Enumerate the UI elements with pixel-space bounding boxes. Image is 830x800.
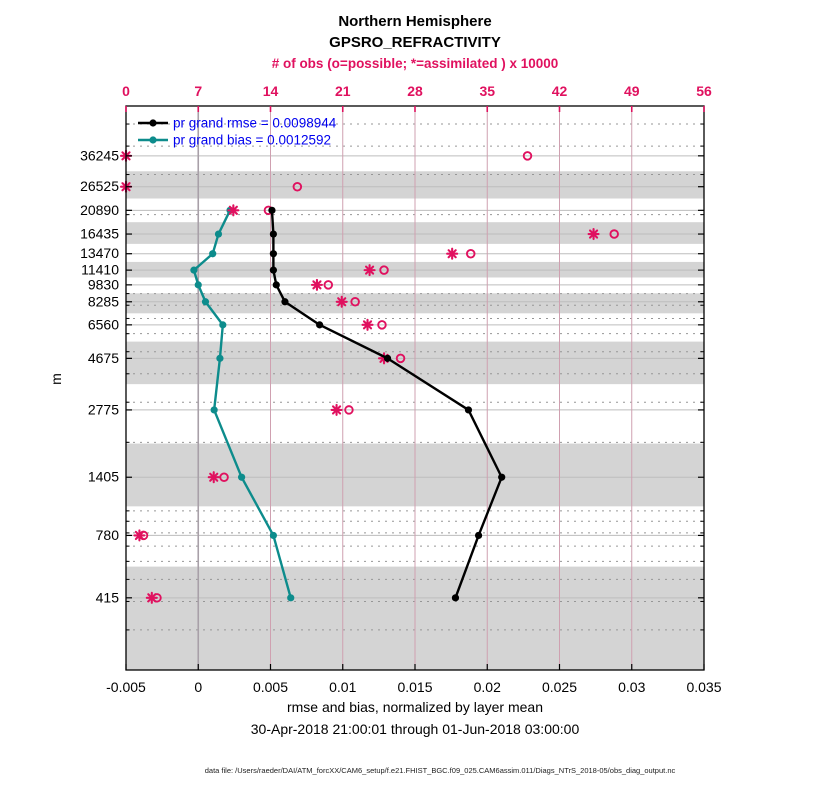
- assimilated-marker: [209, 472, 219, 482]
- bottom-axis-tick-label: 0.02: [473, 679, 501, 695]
- bottom-axis-tick-label: 0.035: [686, 679, 722, 695]
- bias-point: [195, 281, 202, 288]
- assimilated-marker: [134, 530, 144, 540]
- bottom-axis-tick-label: 0.015: [397, 679, 433, 695]
- assimilated-marker: [332, 405, 342, 415]
- rmse-point: [465, 406, 472, 413]
- y-axis-label: m: [47, 373, 64, 385]
- bottom-axis-tick-label: 0.01: [329, 679, 357, 695]
- y-axis-tick-label: 36245: [80, 147, 119, 164]
- top-axis-tick-label: 28: [407, 83, 423, 99]
- y-axis-tick-label: 2775: [87, 401, 119, 418]
- rmse-point: [268, 207, 275, 214]
- rmse-point: [498, 474, 505, 481]
- rmse-point: [270, 230, 277, 237]
- bottom-axis-tick-label: 0: [194, 679, 203, 695]
- bias-point: [238, 474, 245, 481]
- top-axis-tick-label: 7: [194, 83, 203, 99]
- data-file-path: data file: /Users/raeder/DAI/ATM_forcXX/CAM6_setup/f.e21.FHIST_BGC.f09_025.CAM6assim.011/Diags_NTrS_2018-05/obs_diag_output.nc: [204, 766, 676, 775]
- bias-point: [287, 594, 294, 601]
- y-axis-tick-label: 780: [95, 526, 119, 543]
- top-axis-tick-label: 14: [262, 83, 279, 99]
- assimilated-marker: [147, 593, 157, 603]
- y-axis-tick-label: 1405: [87, 468, 119, 485]
- rmse-point: [270, 267, 277, 274]
- rmse-point: [475, 532, 482, 539]
- y-axis-tick-label: 8285: [87, 293, 119, 310]
- y-axis-tick-label: 16435: [80, 225, 119, 242]
- rmse-point: [316, 321, 323, 328]
- bottom-axis-tick-label: 0.005: [252, 679, 289, 695]
- bias-point: [211, 406, 218, 413]
- legend-swatch-point: [149, 136, 156, 143]
- bottom-axis-tick-label: 0.03: [618, 679, 646, 695]
- obs-axis-title: # of obs (o=possible; *=assimilated ) x 10000: [271, 56, 559, 71]
- bias-point: [190, 267, 197, 274]
- rmse-point: [281, 298, 288, 305]
- bias-point: [216, 355, 223, 362]
- y-axis-tick-label: 26525: [80, 178, 119, 195]
- y-axis-tick-label: 415: [95, 589, 119, 606]
- rmse-point: [384, 355, 391, 362]
- bias-point: [270, 532, 277, 539]
- assimilated-marker: [363, 320, 373, 330]
- rmse-point: [452, 594, 459, 601]
- rmse-point: [273, 281, 280, 288]
- bias-point: [202, 298, 209, 305]
- rmse-point: [270, 250, 277, 257]
- bias-point: [215, 230, 222, 237]
- top-axis-tick-label: 35: [479, 83, 496, 99]
- assimilated-marker: [589, 229, 599, 239]
- time-range-label: 30-Apr-2018 21:00:01 through 01-Jun-2018 03:00:00: [250, 721, 580, 737]
- top-axis-tick-label: 21: [334, 83, 351, 99]
- y-axis-tick-label: 4675: [87, 349, 119, 366]
- top-axis-tick-label: 49: [623, 83, 640, 99]
- y-axis-tick-label: 9830: [87, 276, 119, 293]
- assimilated-marker: [312, 280, 322, 290]
- top-axis-tick-label: 0: [122, 83, 130, 99]
- legend-entry-label: pr grand bias = 0.0012592: [173, 132, 331, 148]
- y-axis-tick-label: 6560: [87, 316, 119, 333]
- assimilated-marker: [365, 265, 375, 275]
- y-axis-tick-label: 20890: [80, 201, 119, 218]
- legend-entry-label: pr grand rmse = 0.0098944: [173, 115, 337, 131]
- x-axis-label: rmse and bias, normalized by layer mean: [286, 699, 543, 715]
- top-axis-tick-label: 56: [696, 83, 712, 99]
- assimilated-marker: [447, 249, 457, 259]
- bias-point: [219, 321, 226, 328]
- y-axis-tick-label: 13470: [80, 245, 119, 262]
- assimilated-marker: [337, 297, 347, 307]
- top-axis-tick-label: 42: [551, 83, 568, 99]
- legend-swatch-point: [149, 119, 156, 126]
- assimilated-marker: [228, 205, 238, 215]
- bottom-axis-tick-label: -0.005: [106, 679, 146, 695]
- bias-point: [209, 250, 216, 257]
- plot-subtitle: GPSRO_REFRACTIVITY: [329, 34, 501, 51]
- plot-title: Northern Hemisphere: [338, 13, 492, 30]
- bottom-axis-tick-label: 0.025: [541, 679, 578, 695]
- y-axis-tick-label: 11410: [81, 261, 119, 278]
